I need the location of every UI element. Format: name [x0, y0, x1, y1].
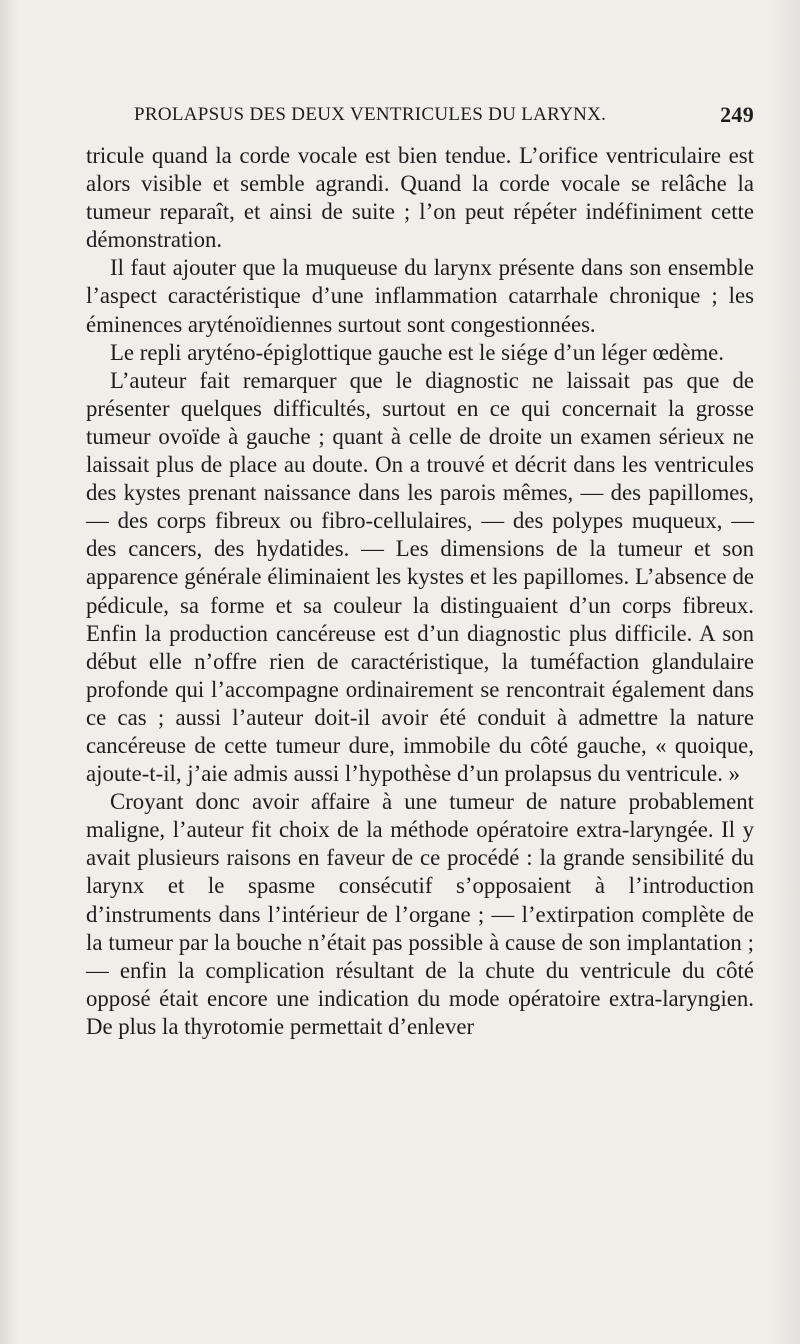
page-header — [86, 100, 754, 130]
paragraph-repli: Le repli aryténo-épiglottique gauche est le siége d’un léger œdème. — [110, 339, 725, 365]
body-text — [86, 142, 754, 1041]
running-title: PROLAPSUS DES DEUX VENTRICULES DU LARYNX. — [134, 104, 607, 125]
paragraph-methode: Croyant donc avoir affaire à une tumeur de nature probablement maligne, l’auteur fit choix de la méthode opératoire extra-laryngée. Il y avait plusieurs raisons en faveur de ce procédé : la grande sensibilité du larynx et le spasme consécutif s’opposaient à l’introduction d’instruments dans l’intérieur de l’organe ; — l’extirpation complète de la tumeur par la bouche n’était pas possible à cause de son implantation ; — enfin la complication résultant de la chute du ventricule du côté opposé était encore une indication du mode opératoire extra-laryngien. De plus la thyrotomie permettait d’enlever — [86, 789, 754, 1039]
page-number: 249 — [720, 102, 754, 127]
paragraph-diagnostic: L’auteur fait remarquer que le diagnostic ne laissait pas que de présenter quelques difficultés, surtout en ce qui concernait la grosse tumeur ovoïde à gauche ; quant à celle de droite un examen sérieux ne laissait plus de place au doute. On a trouvé et décrit dans les ventricules des kystes prenant naissance dans les parois mêmes, — des papillomes, — des corps fibreux ou fibro-cellulaires, — des polypes muqueux, — des cancers, des hydatides. — Les dimensions de la tumeur et son apparence générale éliminaient les kystes et les papillomes. L’absence de pédicule, sa forme et sa couleur la distinguaient d’un corps fibreux. Enfin la production cancéreuse est d’un diagnostic plus difficile. A son début elle n’offre rien de caractéristique, la tuméfaction glandulaire profonde qui l’accompagne ordinairement se rencontrait également dans ce cas ; aussi l’auteur doit-il avoir été conduit à admettre la nature cancéreuse de cette tumeur dure, immobile du côté gauche, « quoique, ajoute-t-il, j’aie admis aussi l’hypothèse d’un prolapsus du ventricule. » — [86, 367, 754, 787]
paragraph-muqueuse: Il faut ajouter que la muqueuse du larynx présente dans son ensemble l’aspect caractéristique d’une inflammation catarrhale chronique ; les éminences aryténoïdiennes surtout sont congestionnées. — [86, 255, 754, 337]
paragraph-continuation: tricule quand la corde vocale est bien tendue. L’orifice ventriculaire est alors visible et semble agrandi. Quand la corde vocale se relâche la tumeur reparaît, et ainsi de suite ; l’on peut répéter indéfiniment cette démonstration. — [86, 143, 754, 253]
